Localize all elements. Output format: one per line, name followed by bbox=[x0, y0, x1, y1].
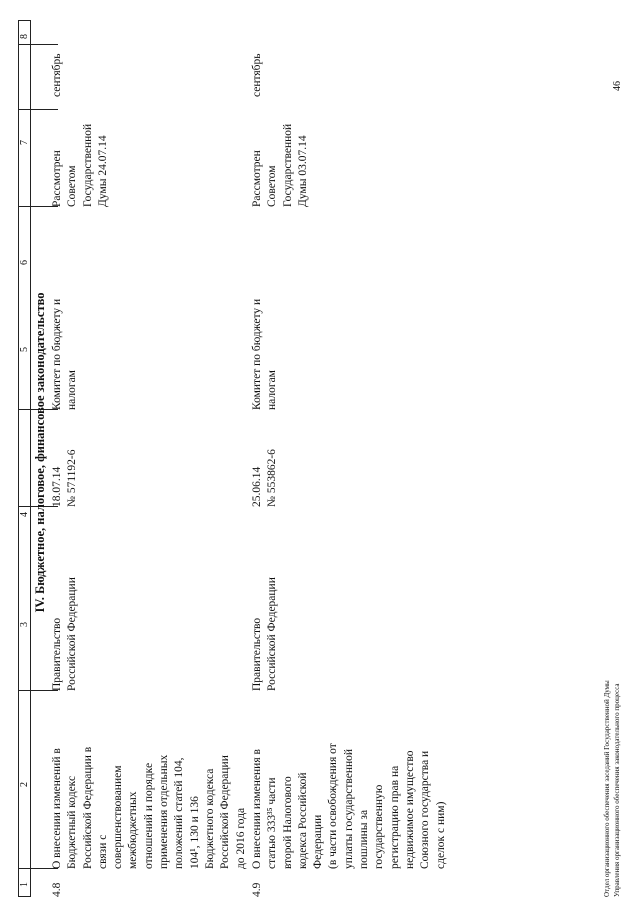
footer-note: Отдел организационного обеспечения заседаний Государственной Думы Управления организационного обеспечения законодательного процесса bbox=[603, 680, 621, 897]
column-number: 2 bbox=[19, 782, 30, 787]
registration: 18.07.14 № 571192-6 bbox=[51, 449, 79, 507]
column-header-row bbox=[18, 20, 31, 897]
status: Рассмотрен Советом Государственной Думы 24.07.14 bbox=[51, 123, 109, 207]
registration: 25.06.14 № 553862-6 bbox=[251, 449, 279, 507]
month: сентябрь bbox=[251, 53, 263, 97]
column-number: 4 bbox=[19, 512, 30, 517]
column-number: 5 bbox=[19, 347, 30, 352]
row-number: 4.9 bbox=[251, 882, 263, 897]
initiator: Правительство Российской Федерации bbox=[251, 577, 279, 691]
status: Рассмотрен Советом Государственной Думы 03.07.14 bbox=[251, 123, 309, 207]
page-number: 46 bbox=[612, 81, 623, 91]
bill-title: О внесении изменений в Бюджетный кодекс Российской Федерации в связи с совершенствованием межбюджетных отношений и порядке применения отдельных положений статей 104, 104¹, 130 и 136 Бюджетного кодекса Российской Федерации до 2016 года bbox=[51, 746, 247, 869]
section-title: IV. Бюджетное, налоговое, финансовое законодательство bbox=[33, 292, 47, 613]
committee: Комитет по бюджету и налогам bbox=[51, 298, 79, 410]
column-number: 3 bbox=[19, 622, 30, 627]
initiator: Правительство Российской Федерации bbox=[51, 577, 79, 691]
month: сентябрь bbox=[51, 53, 63, 97]
column-number: 7 bbox=[19, 140, 30, 145]
column-number: 1 bbox=[19, 882, 30, 887]
committee: Комитет по бюджету и налогам bbox=[251, 298, 279, 410]
bill-title: О внесении изменения в статью 333³⁵ части второй Налогового кодекса Российской Федерации (в части освобождения от уплаты государственной пошлины за государственную регистрацию прав на недвижимое имущество Союзного государства и сделок с ним) bbox=[251, 743, 447, 869]
column-number: 8 bbox=[19, 34, 30, 39]
row-number: 4.8 bbox=[51, 882, 63, 897]
column-number: 6 bbox=[19, 260, 30, 265]
